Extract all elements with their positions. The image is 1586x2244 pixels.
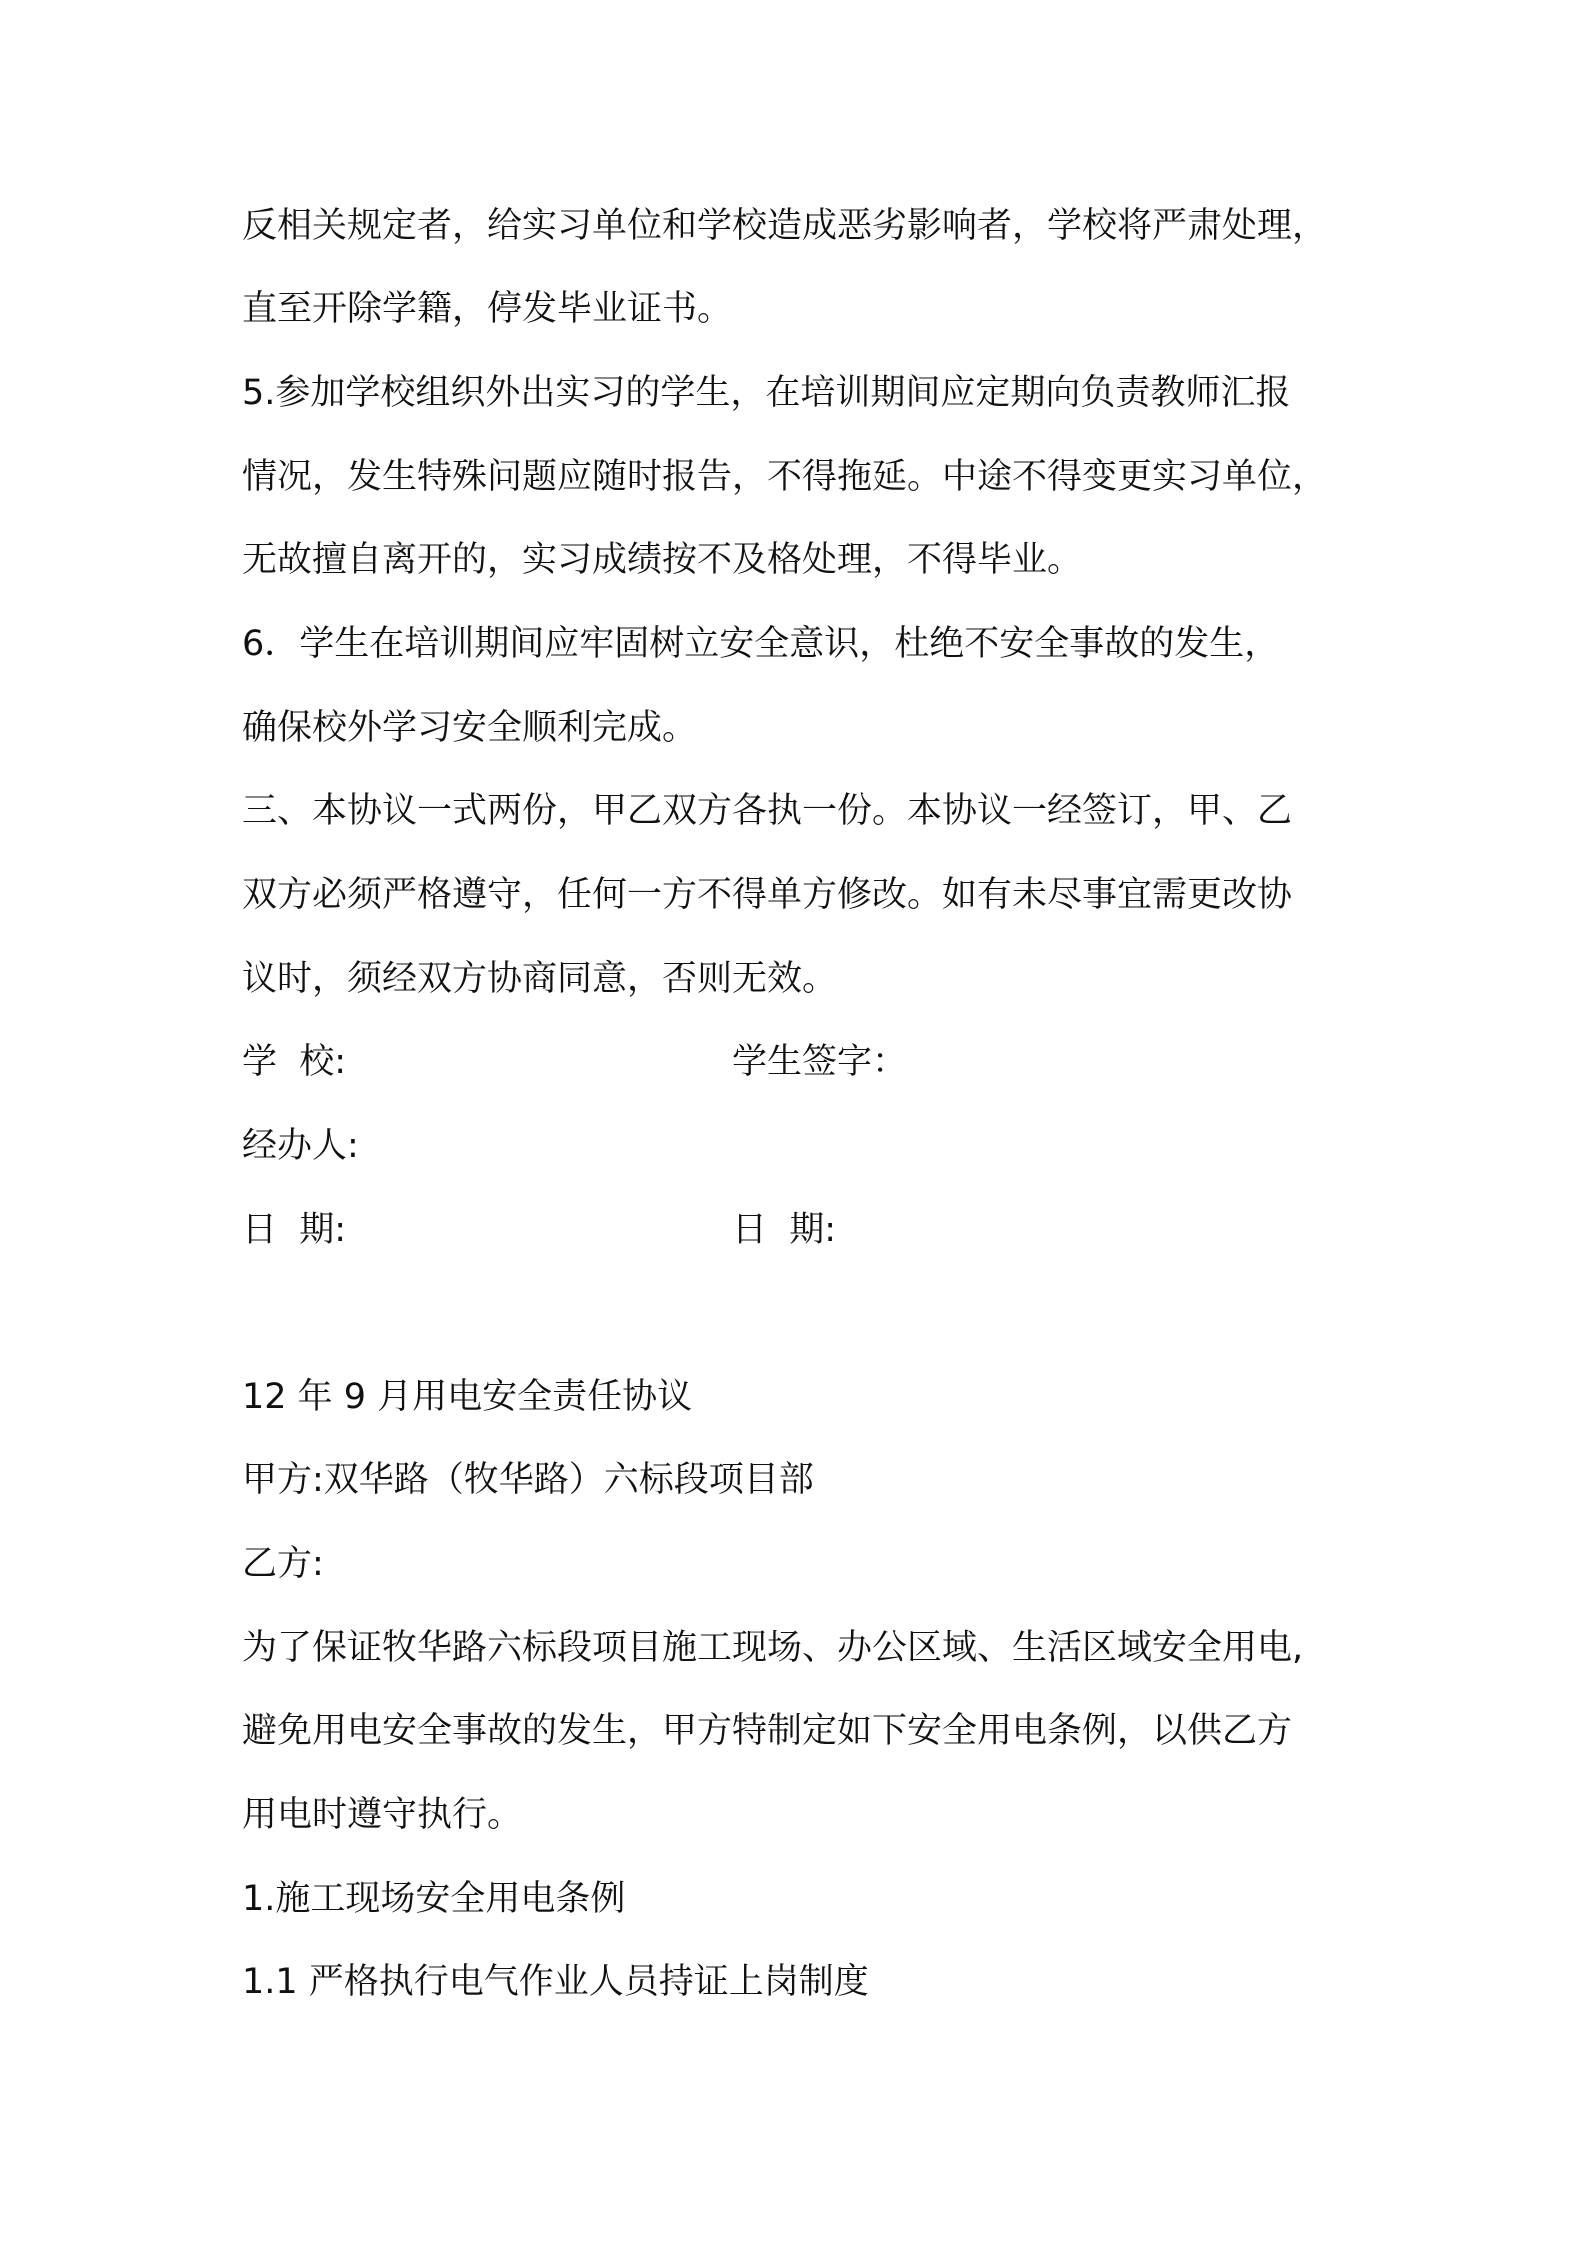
date-label-left: 日 期: [242, 1210, 347, 1250]
handler-label: 经办人: [242, 1126, 359, 1166]
agreement-title: 12 年 9 月用电安全责任协议 [242, 1377, 693, 1417]
paragraph-line: 6．学生在培训期间应牢固树立安全意识，杜绝不安全事故的发生， [242, 624, 1280, 664]
intro-line: 为了保证牧华路六标段项目施工现场、办公区域、生活区域安全用电, [242, 1628, 1304, 1668]
intro-line: 用电时遵守执行。 [242, 1795, 523, 1835]
paragraph-line: 议时，须经双方协商同意，否则无效。 [242, 959, 838, 999]
paragraph-line: 直至开除学籍，停发毕业证书。 [242, 289, 733, 329]
school-label: 学 校: [242, 1042, 347, 1082]
paragraph-line: 反相关规定者，给实习单位和学校造成恶劣影响者，学校将严肃处理， [242, 206, 1328, 246]
paragraph-line: 三、本协议一式两份，甲乙双方各执一份。本协议一经签订，甲、乙 [242, 791, 1293, 831]
party-b: 乙方: [242, 1544, 324, 1584]
paragraph-line: 确保校外学习安全顺利完成。 [242, 708, 698, 748]
party-a: 甲方:双华路（牧华路）六标段项目部 [242, 1460, 814, 1500]
section-heading: 1.施工现场安全用电条例 [242, 1879, 626, 1919]
paragraph-line: 无故擅自离开的，实习成绩按不及格处理，不得毕业。 [242, 540, 1083, 580]
paragraph-line: 双方必须严格遵守，任何一方不得单方修改。如有未尽事宜需更改协 [242, 875, 1293, 915]
subsection-heading: 1.1 严格执行电气作业人员持证上岗制度 [242, 1962, 869, 2002]
signature-row-date [242, 1208, 1342, 1252]
signature-row-school [242, 1040, 1342, 1084]
paragraph-line: 情况，发生特殊问题应随时报告，不得拖延。中途不得变更实习单位， [242, 457, 1328, 497]
paragraph-line: 5.参加学校组织外出实习的学生，在培训期间应定期向负责教师汇报 [242, 373, 1291, 413]
intro-line: 避免用电安全事故的发生，甲方特制定如下安全用电条例，以供乙方 [242, 1711, 1293, 1751]
student-signature-label: 学生签字： [732, 1042, 908, 1082]
date-label-right: 日 期: [732, 1210, 837, 1250]
